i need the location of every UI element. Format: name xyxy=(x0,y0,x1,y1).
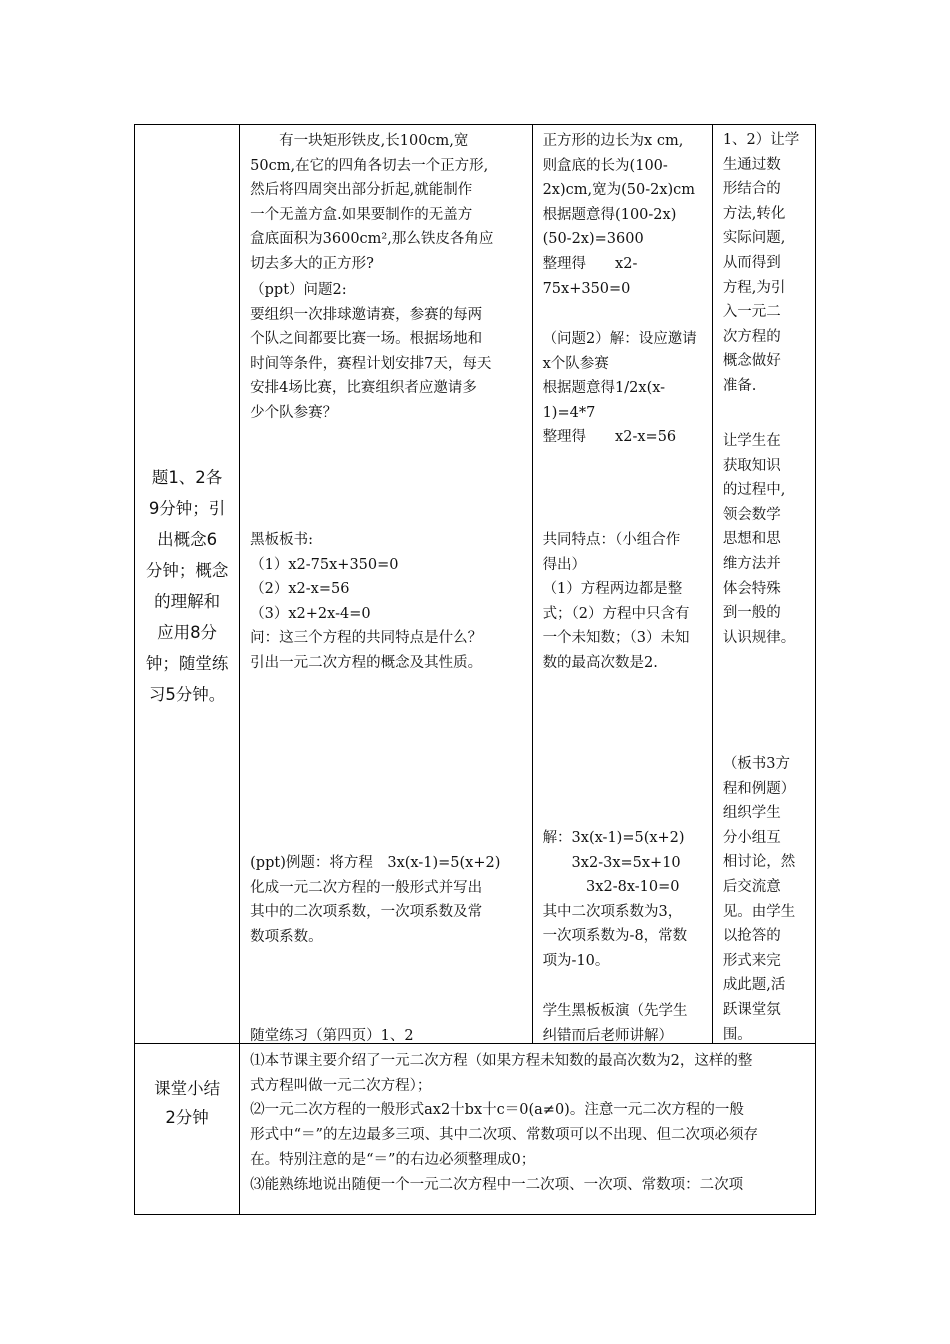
text-line: 从而得到 xyxy=(722,254,781,271)
text-line: 围。 xyxy=(722,1026,752,1043)
time-line: 习5分钟。 xyxy=(148,685,226,704)
text-line: 问：这三个方程的共同特点是什么？ xyxy=(250,630,483,647)
summary-content-cell xyxy=(240,1044,816,1215)
text-line: 项为-10。 xyxy=(542,952,610,969)
problem2-text xyxy=(250,278,525,426)
text-line: 少个队参赛？ xyxy=(250,404,338,421)
text-line: 相讨论，然 xyxy=(722,854,796,871)
text-line: 其中二次项系数为3， xyxy=(542,903,683,920)
text-line: ⑴本节课主要介绍了一元二次方程（如果方程未知数的最高次数为2，这样的整 xyxy=(250,1053,753,1069)
text-line: 共同特点：（小组合作 xyxy=(542,532,681,548)
text-line: 跃课堂氛 xyxy=(722,1001,781,1018)
board-demo-text xyxy=(543,999,706,1048)
time-line: 钟；随堂练 xyxy=(145,654,229,673)
text-line: 一个无盖方盒.如果要制作的无盖方 xyxy=(250,206,473,223)
text-line: 到一般的 xyxy=(722,605,781,622)
text-line: 认识规律。 xyxy=(722,629,796,646)
text-line: 数的最高次数是2. xyxy=(542,654,658,671)
summary-row xyxy=(135,1044,816,1215)
text-line: 黑板板书: xyxy=(250,532,314,548)
text-line: 准备. xyxy=(722,377,757,394)
blackboard-text xyxy=(250,528,525,676)
solution2-text xyxy=(543,327,706,450)
text-line: 则盒底的长为(100- xyxy=(542,157,668,174)
text-line: (50-2x)=3600 xyxy=(542,231,644,248)
text-line: 纠错而后老师讲解） xyxy=(542,1027,674,1044)
text-line: 后交流意 xyxy=(722,878,781,895)
text-line: 程和例题） xyxy=(722,780,796,797)
text-line: 领会数学 xyxy=(722,506,781,523)
text-line: 次方程的 xyxy=(722,328,781,345)
example-solution-text xyxy=(543,826,706,974)
text-line: 数项系数。 xyxy=(250,928,323,945)
text-line: 概念做好 xyxy=(722,353,781,370)
text-line: 正方形的边长为x cm, xyxy=(542,133,684,149)
text-line: 然后将四周突出部分折起,就能制作 xyxy=(250,182,473,199)
text-line: 根据题意得(100-2x) xyxy=(542,206,677,223)
text-line: 整理得 x2-x=56 xyxy=(542,429,677,446)
text-line: 有一块矩形铁皮,长100cm,宽 xyxy=(250,133,469,149)
text-line: （1）x2-75x+350=0 xyxy=(250,556,399,573)
summary-label xyxy=(139,1074,235,1132)
text-line: 入一元二 xyxy=(722,304,781,321)
text-line: 1)=4*7 xyxy=(542,404,596,421)
intent2-text xyxy=(723,429,809,650)
text-line: 形结合的 xyxy=(722,181,781,198)
text-line: 在。特别注意的是“＝”的右边必须整理成0； xyxy=(250,1151,536,1168)
text-line: 根据题意得1/2x(x- xyxy=(542,380,666,397)
time-line: 的理解和 xyxy=(154,592,221,611)
text-line: 思想和思 xyxy=(722,531,781,548)
text-line: 2x)cm,宽为(50-2x)cm xyxy=(542,182,696,199)
text-line: 让学生在 xyxy=(722,433,781,449)
text-line: 形式中“＝”的左边最多三项、其中二次项、常数项可以不出现、但二次项必须存 xyxy=(250,1127,758,1144)
text-line: 见。由学生 xyxy=(722,903,796,920)
text-line: 的过程中, xyxy=(722,482,786,499)
text-line: 一个未知数；（3）未知 xyxy=(542,630,690,647)
text-line: 一次项系数为-8，常数 xyxy=(542,928,688,945)
text-line: 安排4场比赛，比赛组织者应邀请多 xyxy=(250,380,477,397)
text-line: 以抢答的 xyxy=(722,928,781,945)
text-line: 50cm,在它的四角各切去一个正方形, xyxy=(250,157,489,174)
text-line: （2）x2-x=56 xyxy=(250,581,350,598)
intent3-text xyxy=(723,752,809,1047)
text-line: 方法,转化 xyxy=(722,205,786,222)
text-line: 解：3x(x-1)=5(x+2) xyxy=(542,830,685,846)
text-line: 盒底面积为3600cm²,那么铁皮各角应 xyxy=(250,231,494,248)
text-line: (ppt)例题：将方程 3x(x-1)=5(x+2) xyxy=(250,855,501,871)
text-line: 得出） xyxy=(542,556,587,573)
text-line: 式；（2）方程中只含有 xyxy=(542,605,690,622)
text-line: 3x2-8x-10=0 xyxy=(542,879,680,896)
text-line: 成此题,活 xyxy=(722,977,786,994)
text-line: ⑶能熟练地说出随便一个一元二次方程中一二次项、一次项、常数项：二次项 xyxy=(250,1176,744,1193)
text-line: 式方程叫做一元二次方程）； xyxy=(250,1077,432,1094)
text-line: （板书3方 xyxy=(722,756,791,772)
time-line: 分钟；概念 xyxy=(145,561,229,580)
text-line: 整理得 x2- xyxy=(542,255,638,272)
main-row xyxy=(135,125,816,1044)
text-line: 形式来完 xyxy=(722,952,781,969)
features-text xyxy=(543,528,706,676)
text-line: 75x+350=0 xyxy=(542,280,631,297)
text-line: 方程,为引 xyxy=(722,279,786,296)
text-line: x个队参赛 xyxy=(542,355,609,372)
text-line: （问题2）解：设应邀请 xyxy=(542,331,697,347)
time-line: 出概念6 xyxy=(157,530,218,549)
time-line: 9分钟；引 xyxy=(148,499,226,518)
text-line: 切去多大的正方形? xyxy=(250,255,374,272)
text-line: 实际问题, xyxy=(722,230,786,247)
text-line: 个队之间都要比赛一场。根据场地和 xyxy=(250,331,483,348)
text-line: 其中的二次项系数，一次项系数及常 xyxy=(250,904,483,921)
text-line: 随堂练习（第四页）1、2 xyxy=(250,1028,414,1044)
lesson-plan-table xyxy=(134,124,816,1215)
text-line: 分小组互 xyxy=(722,829,781,846)
text-line: ⑵一元二次方程的一般形式ax2十bx十c＝0(a≠0)。注意一元二次方程的一般 xyxy=(250,1102,744,1119)
text-line: 组织学生 xyxy=(722,805,781,822)
example-text xyxy=(250,851,525,949)
text-line: 体会特殊 xyxy=(722,580,781,597)
text-line: 时间等条件，赛程计划安排7天，每天 xyxy=(250,355,492,372)
summary-label-cell xyxy=(135,1044,240,1215)
text-line: （ppt）问题2: xyxy=(250,282,347,298)
student-activity-cell xyxy=(532,125,712,1044)
time-line: 题1、2各 xyxy=(151,468,223,487)
teacher-activity-cell xyxy=(240,125,532,1044)
text-line: 要组织一次排球邀请赛，参赛的每两 xyxy=(250,306,483,323)
intent1-text xyxy=(723,128,809,399)
text-line: 维方法并 xyxy=(722,555,781,572)
text-line: 3x2-3x=5x+10 xyxy=(542,854,681,871)
text-line: 引出一元二次方程的概念及其性质。 xyxy=(250,654,483,671)
text-line: 2分钟 xyxy=(165,1108,209,1127)
text-line: 1、2）让学 xyxy=(722,132,800,148)
text-line: 学生黑板板演（先学生 xyxy=(542,1003,688,1019)
text-line: 课堂小结 xyxy=(154,1079,221,1098)
text-line: （3）x2+2x-4=0 xyxy=(250,605,371,622)
text-line: 生通过数 xyxy=(722,156,781,173)
time-allocation-cell xyxy=(135,125,240,1044)
text-line: 获取知识 xyxy=(722,457,781,474)
summary-text xyxy=(250,1049,807,1197)
solution1-text xyxy=(543,129,706,301)
design-intent-cell xyxy=(712,125,815,1044)
problem1-text xyxy=(250,129,525,277)
time-allocation-text xyxy=(139,462,235,710)
text-line: 化成一元二次方程的一般形式并写出 xyxy=(250,879,483,896)
time-line: 应用8分 xyxy=(157,623,218,642)
text-line: （1）方程两边都是整 xyxy=(542,581,683,598)
